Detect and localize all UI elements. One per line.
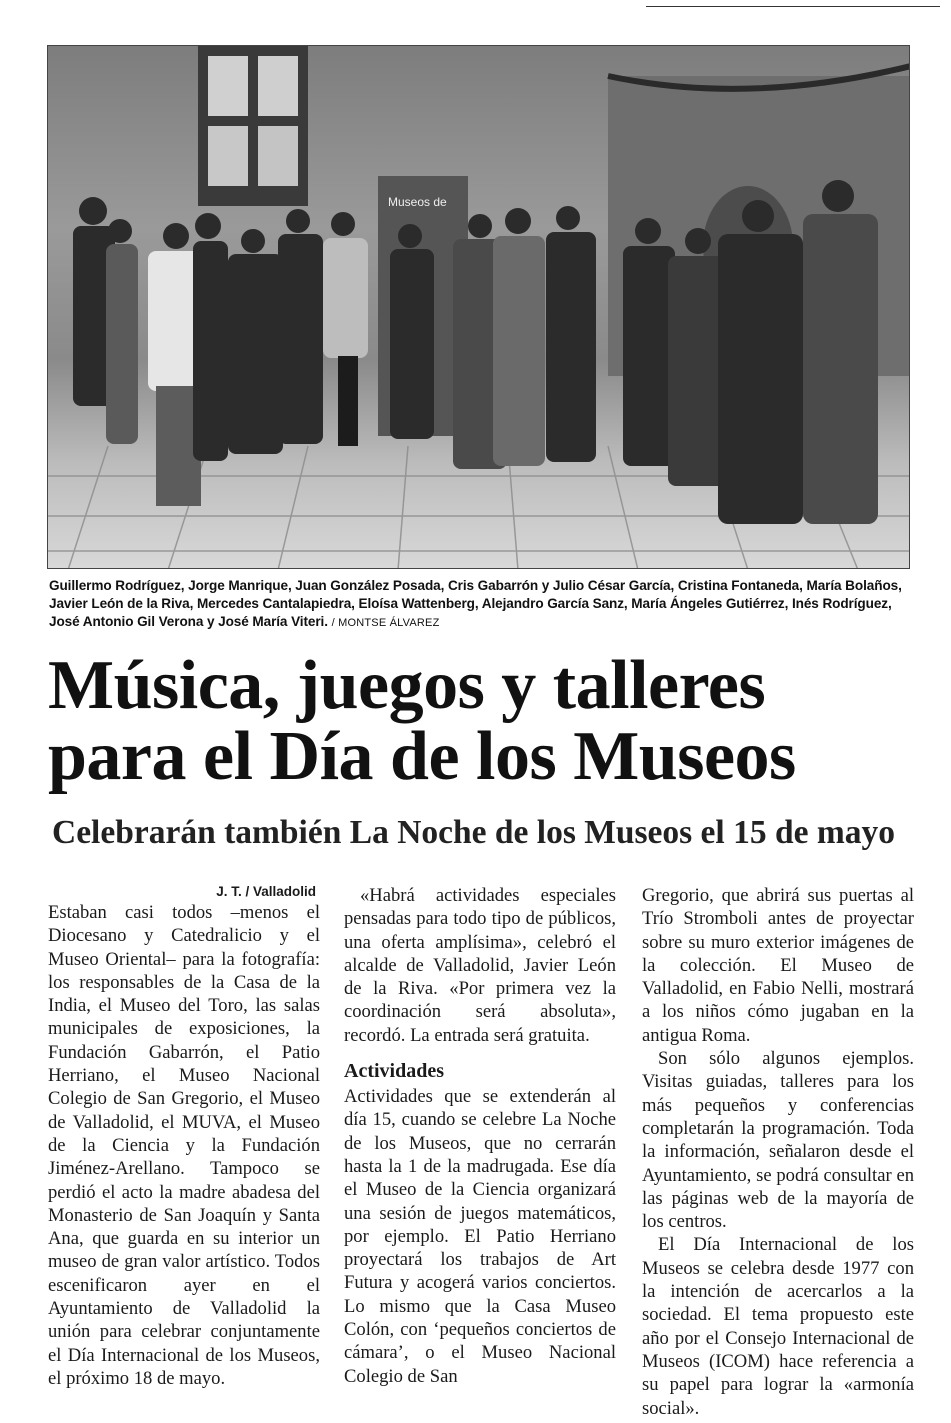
- caption-names: Guillermo Rodríguez, Jorge Manrique, Juan González Posada, Cris Gabarrón y Julio César García, Cristina Fontaneda, María Bolaños, Javier León de la Riva, Mercedes Cantalapiedra, Eloísa Wattenberg, Alejandro García Sanz, María Ángeles Gutiérrez, Inés Rodríguez, José Antonio Gil Verona y José María Viteri.: [49, 578, 902, 630]
- group-photo: [47, 45, 910, 569]
- paragraph-3: Actividades que se extenderán al día 15, cuando se celebre La Noche de los Museos, que no cerrarán hasta la 1 de la madrugada. Ese día el Museo de la Ciencia organizará una sesión de juegos matemáticos, por ejemplo. El Patio Herriano proyectará los trabajos de Art Futura y acogerá varios conciertos. Lo mismo que la Casa Museo Colón, con ‘pequeños conciertos de cámara’, o el Museo Nacional Colegio de San: [344, 1086, 616, 1387]
- paragraph-5: Son sólo algunos ejemplos. Visitas guiadas, talleres para los más pequeños y conferencias completarán la programación. Toda la información, señalaron desde el Ayuntamiento, se podrá consultar en las páginas web de la mayoría de los centros.: [642, 1048, 914, 1233]
- paragraph-1: Estaban casi todos –menos el Diocesano y Catedralicio y el Museo Oriental– para la fotografía: los responsables de la Casa de la India, el Museo del Toro, las salas municipales de exposiciones, la Fundación Gabarrón, el Patio Herriano, el Museo Nacional Colegio de San Gregorio, el Museo de Valladolid, el MUVA, el Museo de la Ciencia y la Fundación Jiménez-Arellano. Tampoco se perdió el acto la madre abadesa del Monasterio de San Joaquín y Santa Ana, que guarda en su interior un museo de gran valor artístico. Todos escenificaron ayer en el Ayuntamiento de Valladolid la unión para celebrar conjuntamente el Día Internacional de los Museos, el próximo 18 de mayo.: [48, 902, 320, 1389]
- group-photo-illustration: [48, 46, 910, 569]
- subheadline: Celebrarán también La Noche de los Museos el 15 de mayo: [52, 814, 896, 851]
- article-column-3: [642, 884, 914, 1420]
- photo-credit: / MONTSE ÁLVAREZ: [331, 617, 440, 630]
- headline-line-2: para el Día de los Museos: [48, 718, 796, 795]
- svg-text:Museos de: Museos de: [388, 195, 447, 209]
- section-heading-actividades: Actividades: [344, 1060, 444, 1083]
- article-column-2: [344, 884, 616, 1388]
- headline-line-1: Música, juegos y talleres: [48, 647, 766, 724]
- byline: J. T. / Valladolid: [216, 884, 316, 899]
- headline: [48, 647, 928, 795]
- paragraph-4: Gregorio, que abrirá sus puertas al Trío Stromboli antes de proyectar sobre su muro exterior imágenes de la colección. El Museo de Valladolid, en Fabio Nelli, mostrará a los niños cómo jugaban en la antigua Roma.: [642, 885, 914, 1046]
- photo-caption: [49, 577, 911, 633]
- article-column-1: [48, 882, 320, 1390]
- paragraph-6: El Día Internacional de los Museos se celebra desde 1977 con la intención de acercarlos a la sociedad. El tema propuesto este año por el Consejo Internacional de Museos (ICOM) hace referencia a su papel para lograr la «armonía social».: [642, 1234, 914, 1419]
- paragraph-2: «Habrá actividades especiales pensadas para todo tipo de públicos, una oferta amplísima», celebró el alcalde de Valladolid, Javier León de la Riva. «Por primera vez la coordinación será absoluta», recordó. La entrada será gratuita.: [344, 885, 616, 1046]
- top-rule: [646, 6, 940, 7]
